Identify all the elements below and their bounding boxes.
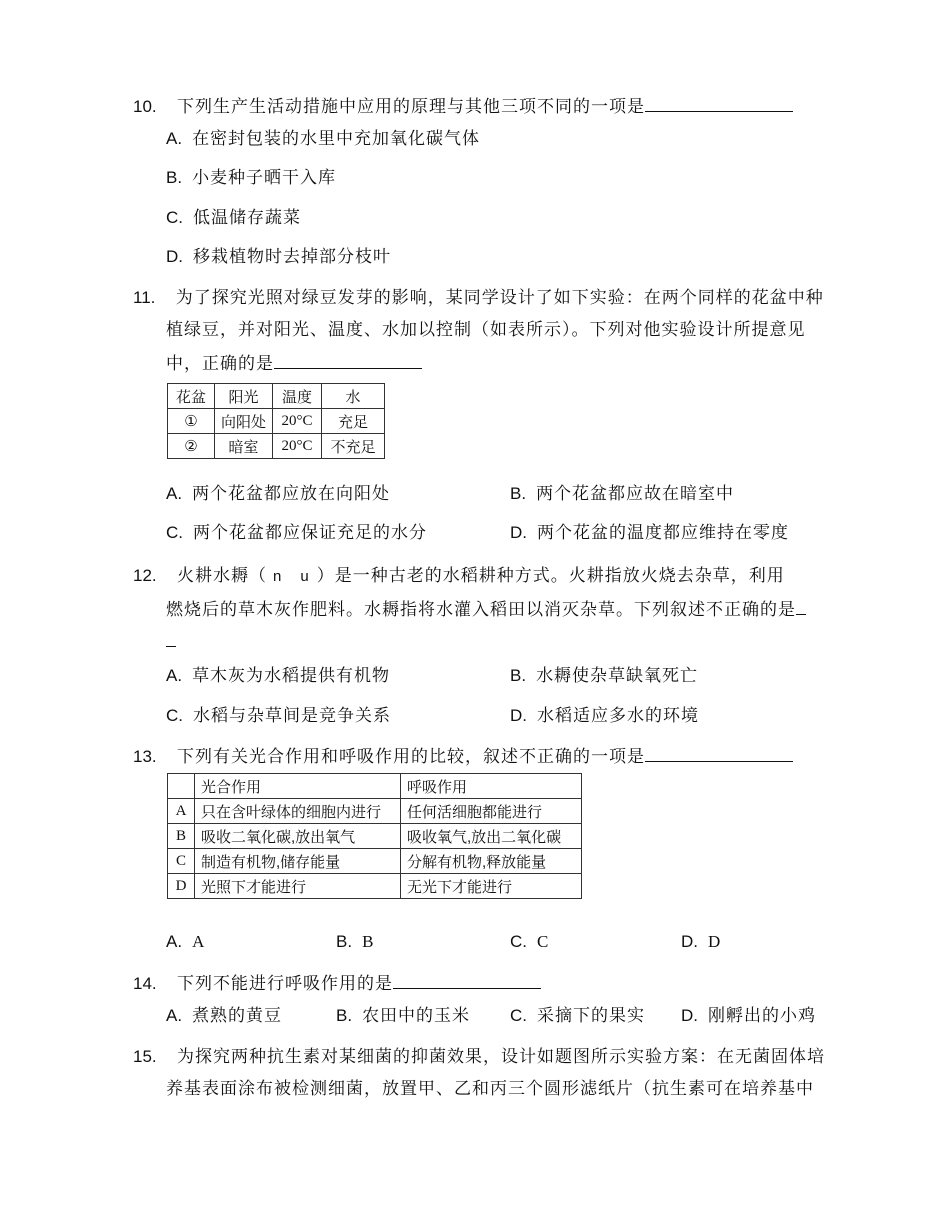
table-cell: 吸收二氧化碳,放出氧气 bbox=[195, 824, 401, 849]
q13-table bbox=[167, 773, 582, 899]
option-label: A. bbox=[166, 932, 183, 951]
option-text: B bbox=[362, 932, 375, 951]
option-text: 低温储存蔬菜 bbox=[193, 208, 301, 228]
table-header-row bbox=[168, 774, 582, 799]
q10-stem-text: 下列生产生活动措施中应用的原理与其他三项不同的一项是 bbox=[177, 97, 646, 117]
option-text: 两个花盆都应故在暗室中 bbox=[536, 484, 735, 504]
q14-stem bbox=[133, 972, 541, 995]
option-text: 水耨使杂草缺氧死亡 bbox=[536, 666, 699, 686]
option-text: 刚孵出的小鸡 bbox=[708, 1006, 816, 1026]
option-text: 水稻与杂草间是竞争关系 bbox=[193, 706, 391, 726]
q11-table bbox=[167, 383, 385, 459]
table-cell: 20°C bbox=[273, 434, 322, 459]
q14-option-b[interactable] bbox=[336, 1005, 470, 1027]
option-text: D bbox=[708, 932, 722, 951]
q15-stem-line1 bbox=[133, 1046, 825, 1068]
table-header bbox=[168, 774, 195, 799]
option-label: D. bbox=[681, 932, 698, 951]
table-header: 呼吸作用 bbox=[401, 774, 582, 799]
table-cell: 分解有机物,释放能量 bbox=[401, 849, 582, 874]
q11-option-c[interactable] bbox=[166, 522, 427, 544]
table-cell: 无光下才能进行 bbox=[401, 874, 582, 899]
option-label: A. bbox=[166, 666, 183, 685]
q11-stem-text-3: 中，正确的是 bbox=[166, 354, 274, 374]
table-cell: D bbox=[168, 874, 195, 899]
q10-number: 10. bbox=[133, 97, 157, 116]
table-header-row bbox=[168, 384, 385, 409]
table-cell: A bbox=[168, 799, 195, 824]
q12-stem-line2 bbox=[166, 598, 806, 621]
table-header: 阳光 bbox=[215, 384, 273, 409]
answer-blank bbox=[645, 95, 793, 112]
q12-option-c[interactable] bbox=[166, 705, 391, 727]
option-label: B. bbox=[166, 168, 183, 187]
table-cell: 向阳处 bbox=[215, 409, 273, 434]
table-header: 花盆 bbox=[168, 384, 215, 409]
q10-option-d[interactable] bbox=[166, 246, 391, 268]
table-cell: 任何活细胞都能进行 bbox=[401, 799, 582, 824]
answer-blank bbox=[796, 598, 806, 615]
q11-number: 11. bbox=[133, 288, 156, 307]
answer-blank bbox=[393, 972, 541, 989]
table-cell: 制造有机物,储存能量 bbox=[195, 849, 401, 874]
table-row bbox=[168, 409, 385, 434]
answer-blank bbox=[274, 352, 422, 369]
q15-stem-line2: 养基表面涂布被检测细菌，放置甲、乙和丙三个圆形滤纸片（抗生素可在培养基中 bbox=[166, 1079, 814, 1099]
option-text: 两个花盆的温度都应维持在零度 bbox=[537, 523, 789, 543]
table-row bbox=[168, 799, 582, 824]
q14-option-c[interactable] bbox=[510, 1005, 645, 1027]
table-cell: 吸收氧气,放出二氧化碳 bbox=[401, 824, 582, 849]
option-label: C. bbox=[166, 208, 183, 227]
q12-option-a[interactable] bbox=[166, 665, 390, 687]
option-label: C. bbox=[510, 932, 527, 951]
table-cell: B bbox=[168, 824, 195, 849]
table-header: 水 bbox=[322, 384, 385, 409]
option-text: A bbox=[192, 932, 206, 951]
option-text: C bbox=[537, 932, 550, 951]
option-text: 小麦种子晒干入库 bbox=[192, 168, 337, 188]
option-label: D. bbox=[510, 706, 527, 725]
option-label: A. bbox=[166, 484, 183, 503]
table-cell: 暗室 bbox=[215, 434, 273, 459]
option-label: A. bbox=[166, 129, 183, 148]
table-row bbox=[168, 434, 385, 459]
q13-stem bbox=[133, 745, 793, 768]
table-row bbox=[168, 849, 582, 874]
answer-blank bbox=[166, 630, 176, 647]
option-label: B. bbox=[336, 1006, 353, 1025]
option-label: B. bbox=[510, 666, 527, 685]
q15-stem-text: 为探究两种抗生素对某细菌的抑菌效果，设计如题图所示实验方案：在无菌固体培 bbox=[177, 1047, 826, 1067]
answer-blank-continued bbox=[166, 630, 176, 653]
q12-option-b[interactable] bbox=[510, 665, 698, 687]
q12-number: 12. bbox=[133, 566, 157, 585]
option-label: C. bbox=[166, 523, 183, 542]
option-text: 两个花盆都应放在向阳处 bbox=[192, 484, 391, 504]
q13-option-c[interactable] bbox=[510, 931, 549, 953]
table-cell: 20°C bbox=[273, 409, 322, 434]
table-header: 温度 bbox=[273, 384, 322, 409]
option-label: D. bbox=[166, 247, 183, 266]
q14-number: 14. bbox=[133, 974, 157, 993]
table-header: 光合作用 bbox=[195, 774, 401, 799]
q11-option-d[interactable] bbox=[510, 522, 789, 544]
table-cell: C bbox=[168, 849, 195, 874]
q10-option-c[interactable] bbox=[166, 207, 301, 229]
q12-stem-text-a: 火耕水耨（ bbox=[177, 566, 268, 586]
q12-stem-text-2: 燃烧后的草木灰作肥料。水耨指将水灌入稻田以消灭杂草。下列叙述不正确的是 bbox=[166, 600, 796, 620]
option-text: 农田中的玉米 bbox=[362, 1006, 471, 1026]
pinyin-annotation: n u bbox=[273, 568, 311, 585]
q12-stem-line1 bbox=[133, 565, 785, 588]
table-cell: 充足 bbox=[322, 409, 385, 434]
option-label: A. bbox=[166, 1006, 183, 1025]
q11-option-b[interactable] bbox=[510, 483, 734, 505]
q11-stem-line1 bbox=[133, 287, 824, 309]
option-label: B. bbox=[336, 932, 353, 951]
q13-option-b[interactable] bbox=[336, 931, 374, 953]
q10-option-a[interactable] bbox=[166, 128, 480, 150]
option-text: 煮熟的黄豆 bbox=[192, 1006, 283, 1026]
q11-option-a[interactable] bbox=[166, 483, 390, 505]
q14-option-a[interactable] bbox=[166, 1005, 282, 1027]
table-row bbox=[168, 874, 582, 899]
table-cell: ① bbox=[168, 409, 215, 434]
option-text: 移栽植物时去掉部分枝叶 bbox=[193, 247, 391, 267]
q10-option-b[interactable] bbox=[166, 167, 336, 189]
option-label: D. bbox=[510, 523, 527, 542]
q14-stem-text: 下列不能进行呼吸作用的是 bbox=[177, 974, 394, 994]
q11-stem-text: 为了探究光照对绿豆发芽的影响，某同学设计了如下实验：在两个同样的花盆中种 bbox=[175, 288, 824, 308]
option-text: 两个花盆都应保证充足的水分 bbox=[193, 523, 427, 543]
q12-stem-text-c: ）是一种古老的水稻耕种方式。火耕指放火烧去杂草，利用 bbox=[316, 566, 785, 586]
q13-option-a[interactable] bbox=[166, 931, 205, 953]
option-text: 草木灰为水稻提供有机物 bbox=[192, 666, 391, 686]
table-cell: 光照下才能进行 bbox=[195, 874, 401, 899]
option-text: 在密封包装的水里中充加氧化碳气体 bbox=[192, 129, 481, 149]
q13-number: 13. bbox=[133, 747, 157, 766]
table-cell: ② bbox=[168, 434, 215, 459]
q10-stem bbox=[133, 95, 793, 118]
q13-option-d[interactable] bbox=[681, 931, 721, 953]
option-label: B. bbox=[510, 484, 527, 503]
q15-number: 15. bbox=[133, 1047, 157, 1066]
q14-option-d[interactable] bbox=[681, 1005, 816, 1027]
q11-stem-line2: 植绿豆，并对阳光、温度、水加以控制（如表所示）。下列对他实验设计所提意见 bbox=[166, 320, 806, 340]
table-cell: 不充足 bbox=[322, 434, 385, 459]
table-cell: 只在含叶绿体的细胞内进行 bbox=[195, 799, 401, 824]
option-label: C. bbox=[510, 1006, 527, 1025]
option-text: 采摘下的果实 bbox=[537, 1006, 645, 1026]
option-label: D. bbox=[681, 1006, 698, 1025]
q11-stem-line3 bbox=[166, 352, 422, 375]
option-label: C. bbox=[166, 706, 183, 725]
q13-stem-text: 下列有关光合作用和呼吸作用的比较，叙述不正确的一项是 bbox=[177, 747, 646, 767]
table-row bbox=[168, 824, 582, 849]
q12-option-d[interactable] bbox=[510, 705, 699, 727]
answer-blank bbox=[645, 745, 793, 762]
option-text: 水稻适应多水的环境 bbox=[537, 706, 699, 726]
